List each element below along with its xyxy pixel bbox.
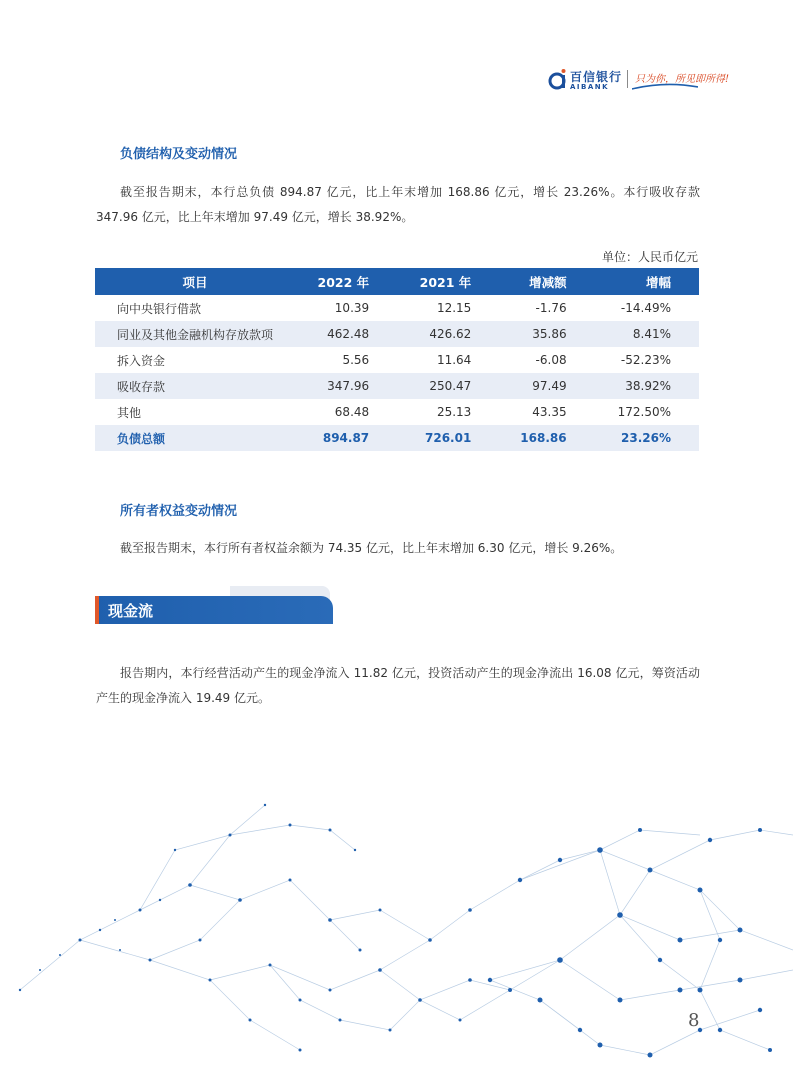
logo-slogan: 只为你，所见即所得! xyxy=(635,74,730,85)
table-cell: 5.56 xyxy=(295,347,397,373)
banner-accent-bar xyxy=(95,596,99,624)
table-cell: -52.23% xyxy=(595,347,699,373)
table-cell: 250.47 xyxy=(397,373,499,399)
table-cell: -14.49% xyxy=(595,295,699,321)
table-cell: 35.86 xyxy=(499,321,594,347)
section-title-equity: 所有者权益变动情况 xyxy=(120,504,238,519)
column-header-2022: 2022 年 xyxy=(295,268,397,295)
table-cell: 68.48 xyxy=(295,399,397,425)
cashflow-paragraph: 报告期内，本行经营活动产生的现金净流入 11.82 亿元，投资活动产生的现金净流出 16.08 亿元，筹资活动产生的现金净流入 19.49 亿元。 xyxy=(96,666,700,705)
table-cell: 负债总额 xyxy=(95,425,295,451)
network-decoration xyxy=(0,790,793,1077)
column-header-2021: 2021 年 xyxy=(397,268,499,295)
table-cell: -6.08 xyxy=(499,347,594,373)
table-cell: 43.35 xyxy=(499,399,594,425)
table-cell: 同业及其他金融机构存放款项 xyxy=(95,321,295,347)
table-cell: 426.62 xyxy=(397,321,499,347)
table-cell: -1.76 xyxy=(499,295,594,321)
logo-english-name: AIBANK xyxy=(570,83,610,91)
table-cell: 168.86 xyxy=(499,425,594,451)
table-cell: 12.15 xyxy=(397,295,499,321)
table-row xyxy=(95,347,699,373)
table-cell: 462.48 xyxy=(295,321,397,347)
table-cell: 吸收存款 xyxy=(95,373,295,399)
liabilities-paragraph: 截至报告期末，本行总负债 894.87 亿元，比上年末增加 168.86 亿元，增长 23.26%。本行吸收存款 347.96 亿元，比上年末增加 97.49 亿元，增长 38.92%。 xyxy=(96,185,700,224)
table-cell: 10.39 xyxy=(295,295,397,321)
bank-logo xyxy=(548,66,730,96)
column-header-change: 增减额 xyxy=(499,268,594,295)
table-row xyxy=(95,295,699,321)
table-row xyxy=(95,373,699,399)
table-cell: 97.49 xyxy=(499,373,594,399)
table-cell: 172.50% xyxy=(595,399,699,425)
table-cell: 726.01 xyxy=(397,425,499,451)
table-cell: 11.64 xyxy=(397,347,499,373)
table-unit-label: 单位：人民币亿元 xyxy=(601,250,698,264)
table-cell: 拆入资金 xyxy=(95,347,295,373)
table-row xyxy=(95,321,699,347)
page-number: 8 xyxy=(688,1010,700,1031)
table-cell: 894.87 xyxy=(295,425,397,451)
banner-title-cashflow: 现金流 xyxy=(108,602,154,620)
column-header-growth: 增幅 xyxy=(595,268,699,295)
liabilities-table xyxy=(95,268,699,451)
column-header-item: 项目 xyxy=(95,268,295,295)
section-title-liabilities: 负债结构及变动情况 xyxy=(120,147,238,162)
table-cell: 23.26% xyxy=(595,425,699,451)
table-cell: 向中央银行借款 xyxy=(95,295,295,321)
table-cell: 38.92% xyxy=(595,373,699,399)
table-total-row xyxy=(95,425,699,451)
logo-divider xyxy=(627,70,628,88)
equity-paragraph: 截至报告期末，本行所有者权益余额为 74.35 亿元，比上年末增加 6.30 亿元，增长 9.26%。 xyxy=(120,541,623,555)
table-cell: 25.13 xyxy=(397,399,499,425)
table-cell: 8.41% xyxy=(595,321,699,347)
slogan-swoosh-icon xyxy=(632,82,698,90)
table-row xyxy=(95,399,699,425)
aibank-logo-icon xyxy=(548,68,568,90)
logo-chinese-name: 百信银行 xyxy=(570,70,623,84)
table-header-row xyxy=(95,268,699,295)
table-cell: 其他 xyxy=(95,399,295,425)
table-cell: 347.96 xyxy=(295,373,397,399)
